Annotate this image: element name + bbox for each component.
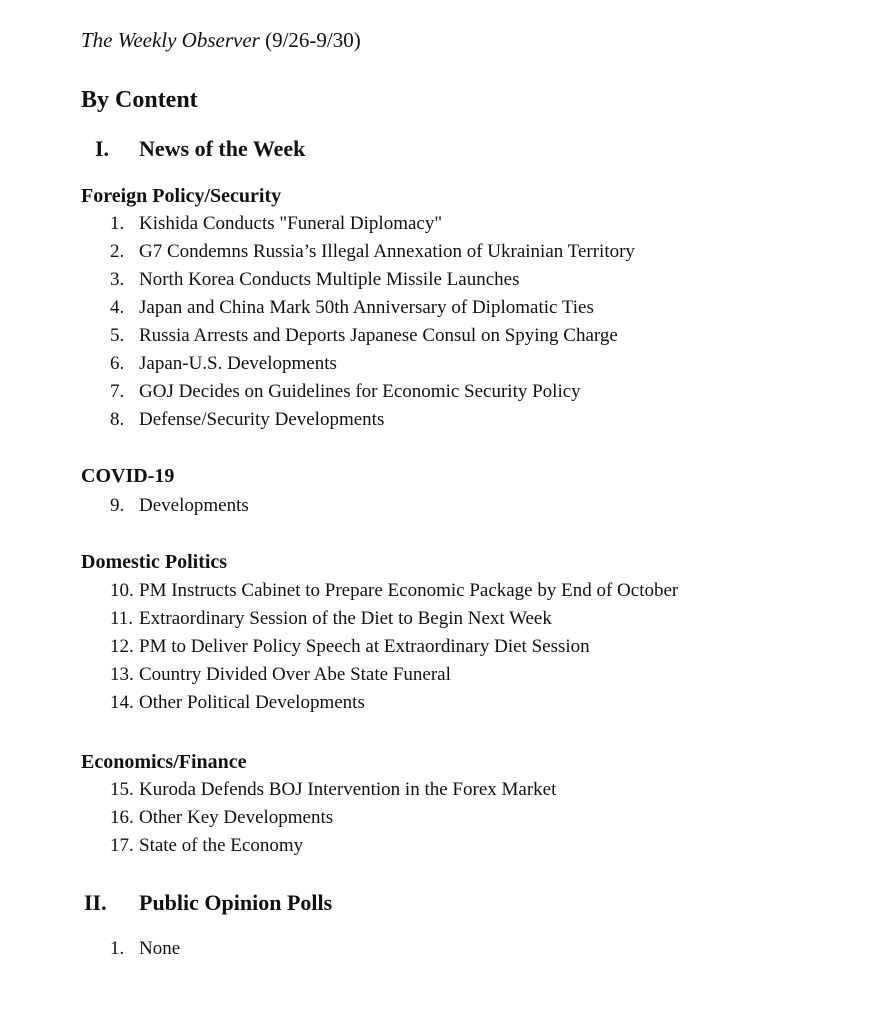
publication-name: The Weekly Observer — [81, 28, 260, 52]
list-item[interactable] — [110, 267, 520, 293]
item-number: 3. — [110, 269, 125, 290]
list-item[interactable] — [110, 211, 443, 237]
section-title-covid: COVID-19 — [81, 465, 175, 487]
item-number: 1. — [110, 213, 125, 234]
item-text: Country Divided Over Abe State Funeral — [139, 664, 451, 685]
item-text: North Korea Conducts Multiple Missile Launches — [139, 269, 520, 290]
item-number: 16. — [110, 807, 134, 828]
part-numeral: I. — [95, 136, 110, 161]
list-item[interactable] — [110, 407, 385, 433]
list-item[interactable] — [110, 351, 337, 377]
part-title: Public Opinion Polls — [139, 890, 333, 915]
item-number: 14. — [110, 692, 134, 713]
list-item[interactable] — [110, 805, 334, 831]
list-item[interactable] — [110, 239, 635, 265]
item-number: 17. — [110, 835, 134, 856]
list-item[interactable] — [110, 777, 557, 803]
item-text: Defense/Security Developments — [139, 409, 385, 430]
list-item[interactable] — [110, 690, 365, 716]
item-text: Other Political Developments — [139, 692, 365, 713]
item-number: 2. — [110, 241, 125, 262]
item-text: Kuroda Defends BOJ Intervention in the Forex Market — [139, 779, 557, 800]
item-text: G7 Condemns Russia’s Illegal Annexation of Ukrainian Territory — [139, 241, 635, 262]
item-number: 13. — [110, 664, 134, 685]
page-heading: By Content — [81, 87, 198, 113]
item-number: 12. — [110, 636, 134, 657]
item-number: 6. — [110, 353, 125, 374]
item-text: Developments — [139, 495, 249, 516]
section-title-economics-finance: Economics/Finance — [81, 751, 247, 773]
list-item[interactable] — [110, 578, 679, 604]
item-text: Russia Arrests and Deports Japanese Consul on Spying Charge — [139, 325, 618, 346]
item-number: 9. — [110, 495, 125, 516]
item-text: PM to Deliver Policy Speech at Extraordinary Diet Session — [139, 636, 590, 657]
item-text: Other Key Developments — [139, 807, 334, 828]
list-item[interactable] — [110, 634, 590, 660]
part-numeral: II. — [84, 890, 107, 915]
item-number: 15. — [110, 779, 134, 800]
section-title-foreign-policy: Foreign Policy/Security — [81, 185, 282, 207]
item-text: Japan-U.S. Developments — [139, 353, 337, 374]
item-number: 1. — [110, 938, 125, 959]
section-title-domestic-politics: Domestic Politics — [81, 551, 228, 573]
list-item[interactable] — [110, 379, 581, 405]
item-number: 11. — [110, 608, 134, 629]
list-item[interactable] — [110, 493, 249, 519]
document-title — [81, 26, 361, 54]
date-range: (9/26-9/30) — [259, 28, 361, 52]
list-item[interactable] — [110, 833, 304, 859]
item-text: State of the Economy — [139, 835, 304, 856]
item-text: None — [139, 938, 181, 959]
list-item[interactable] — [110, 295, 594, 321]
item-text: PM Instructs Cabinet to Prepare Economic Package by End of October — [139, 580, 679, 601]
item-text: Kishida Conducts "Funeral Diplomacy" — [139, 213, 443, 234]
item-number: 4. — [110, 297, 125, 318]
item-text: Extraordinary Session of the Diet to Begin Next Week — [139, 608, 552, 629]
list-item[interactable] — [110, 323, 618, 349]
item-number: 7. — [110, 381, 125, 402]
item-number: 5. — [110, 325, 125, 346]
list-item[interactable] — [110, 606, 552, 632]
list-item[interactable] — [110, 936, 181, 962]
item-number: 8. — [110, 409, 125, 430]
list-item[interactable] — [110, 662, 451, 688]
item-number: 10. — [110, 580, 134, 601]
item-text: Japan and China Mark 50th Anniversary of Diplomatic Ties — [139, 297, 594, 318]
part-title: News of the Week — [139, 136, 306, 161]
item-text: GOJ Decides on Guidelines for Economic Security Policy — [139, 381, 581, 402]
